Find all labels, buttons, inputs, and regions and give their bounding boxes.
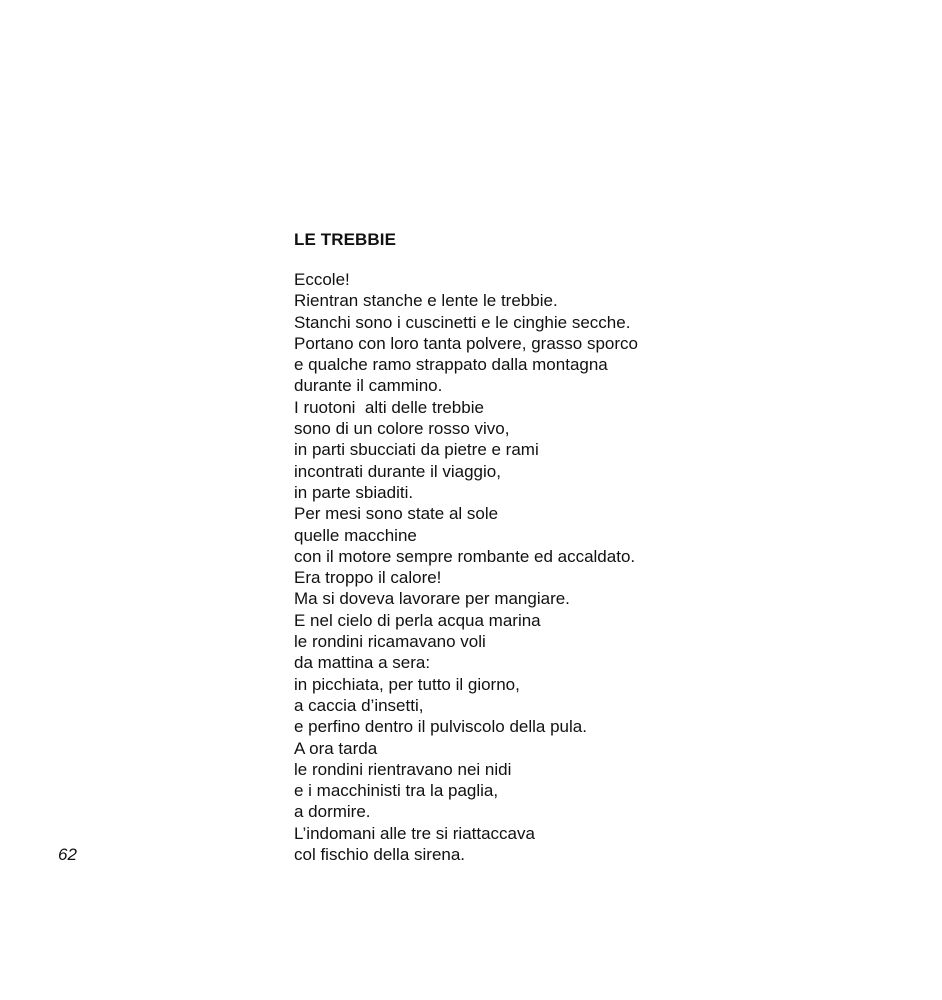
- poem-line: quelle macchine: [294, 525, 417, 545]
- poem-body: [294, 269, 638, 865]
- poem-line: a dormire.: [294, 802, 371, 822]
- page-number: 62: [58, 845, 77, 864]
- poem-line: e perfino dentro il pulviscolo della pula.: [294, 717, 587, 737]
- poem-line: Rientran stanche e lente le trebbie.: [294, 291, 558, 311]
- poem-line: durante il cammino.: [294, 376, 443, 396]
- poem-title: LE TREBBIE: [294, 230, 397, 249]
- poem-line: sono di un colore rosso vivo,: [294, 419, 510, 439]
- poem-line: in parte sbiaditi.: [294, 482, 414, 502]
- poem-line: E nel cielo di perla acqua marina: [294, 610, 541, 630]
- poem-line: Ma si doveva lavorare per mangiare.: [294, 589, 570, 609]
- poem-line: in parti sbucciati da pietre e rami: [294, 440, 539, 460]
- poem-line: I ruotoni alti delle trebbie: [294, 397, 484, 417]
- poem-line: in picchiata, per tutto il giorno,: [294, 674, 520, 694]
- poem-line: da mattina a sera:: [294, 653, 431, 673]
- poem-line: incontrati durante il viaggio,: [294, 461, 501, 481]
- poem-line: L’indomani alle tre si riattaccava: [294, 823, 535, 843]
- poem-line: Per mesi sono state al sole: [294, 504, 499, 524]
- poem-line: col fischio della sirena.: [294, 845, 466, 865]
- poem-line: e i macchinisti tra la paglia,: [294, 781, 499, 801]
- poem-line: A ora tarda: [294, 738, 378, 758]
- poem-line: Stanchi sono i cuscinetti e le cinghie secche.: [294, 312, 631, 332]
- poem-line: Eccole!: [294, 270, 350, 289]
- poem-line: le rondini rientravano nei nidi: [294, 759, 512, 779]
- poem-line: le rondini ricamavano voli: [294, 632, 486, 652]
- poem-line: Era troppo il calore!: [294, 568, 442, 588]
- poem-line: a caccia d’insetti,: [294, 695, 424, 715]
- poem-line: con il motore sempre rombante ed accaldato.: [294, 546, 636, 566]
- poem-line: e qualche ramo strappato dalla montagna: [294, 355, 608, 375]
- poem-line: Portano con loro tanta polvere, grasso sporco: [294, 333, 638, 353]
